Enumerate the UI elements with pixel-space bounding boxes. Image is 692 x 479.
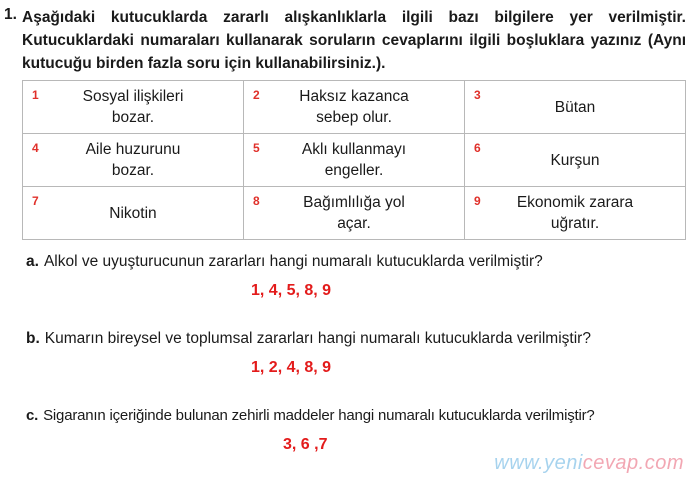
box-text: Ekonomik zarara uğratır. bbox=[516, 194, 634, 232]
question-instructions: Aşağıdaki kutucuklarda zararlı alışkanlıklarla ilgili bazı bilgilere yer verilmiştir. Kutucuklardaki numaraları kullanarak soruların cevaplarını ilgili boşluklara yazınız (Aynı kutucuğu birden fazla soru için kullanabilirsiniz.). bbox=[22, 9, 686, 72]
box-text: Kurşun bbox=[550, 151, 600, 169]
box-number: 7 bbox=[32, 194, 39, 208]
box-text: Nikotin bbox=[109, 204, 157, 222]
box-number: 9 bbox=[474, 194, 481, 208]
box-text: Aklı kullanmayı engeller. bbox=[301, 141, 407, 179]
subquestion-text: Alkol ve uyuşturucunun zararları hangi numaralı kutucuklarda verilmiştir? bbox=[43, 253, 543, 270]
box-number: 3 bbox=[474, 88, 481, 102]
info-box bbox=[23, 187, 244, 240]
answer-a: 1, 4, 5, 8, 9 bbox=[251, 282, 332, 299]
site-watermark bbox=[494, 452, 684, 475]
box-number: 4 bbox=[32, 141, 39, 155]
info-box bbox=[465, 81, 686, 134]
box-number: 6 bbox=[474, 141, 481, 155]
info-box bbox=[465, 187, 686, 240]
info-boxes-grid bbox=[22, 80, 686, 240]
box-text: Sosyal ilişkileri bozar. bbox=[82, 88, 184, 126]
answer-c: 3, 6 ,7 bbox=[283, 436, 328, 453]
answer-b: 1, 2, 4, 8, 9 bbox=[251, 359, 332, 376]
subquestion-b bbox=[26, 330, 591, 348]
box-number: 8 bbox=[253, 194, 260, 208]
info-box bbox=[244, 81, 465, 134]
subquestion-letter: b. bbox=[26, 330, 40, 347]
info-box bbox=[23, 134, 244, 187]
box-text: Aile huzurunu bozar. bbox=[85, 141, 181, 179]
box-number: 5 bbox=[253, 141, 260, 155]
box-text: Haksız kazanca sebep olur. bbox=[299, 88, 409, 126]
subquestion-text: Kumarın bireysel ve toplumsal zararları hangi numaralı kutucuklarda verilmiştir? bbox=[44, 330, 591, 347]
info-box bbox=[244, 187, 465, 240]
subquestion-letter: c. bbox=[26, 407, 39, 424]
info-box bbox=[465, 134, 686, 187]
subquestion-a bbox=[26, 253, 543, 271]
watermark-part-1: www.yeni bbox=[494, 452, 583, 474]
subquestion-c bbox=[26, 407, 595, 424]
box-number: 1 bbox=[32, 88, 39, 102]
box-number: 2 bbox=[253, 88, 260, 102]
question-number: 1. bbox=[4, 6, 17, 23]
box-text: Bütan bbox=[554, 98, 596, 116]
info-box bbox=[23, 81, 244, 134]
box-text: Bağımlılığa yol açar. bbox=[303, 194, 405, 232]
subquestion-text: Sigaranın içeriğinde bulunan zehirli maddeler hangi numaralı kutucuklarda verilmiştir? bbox=[43, 407, 595, 424]
info-box bbox=[244, 134, 465, 187]
subquestion-letter: a. bbox=[26, 253, 39, 270]
watermark-part-2: cevap.com bbox=[582, 452, 684, 474]
